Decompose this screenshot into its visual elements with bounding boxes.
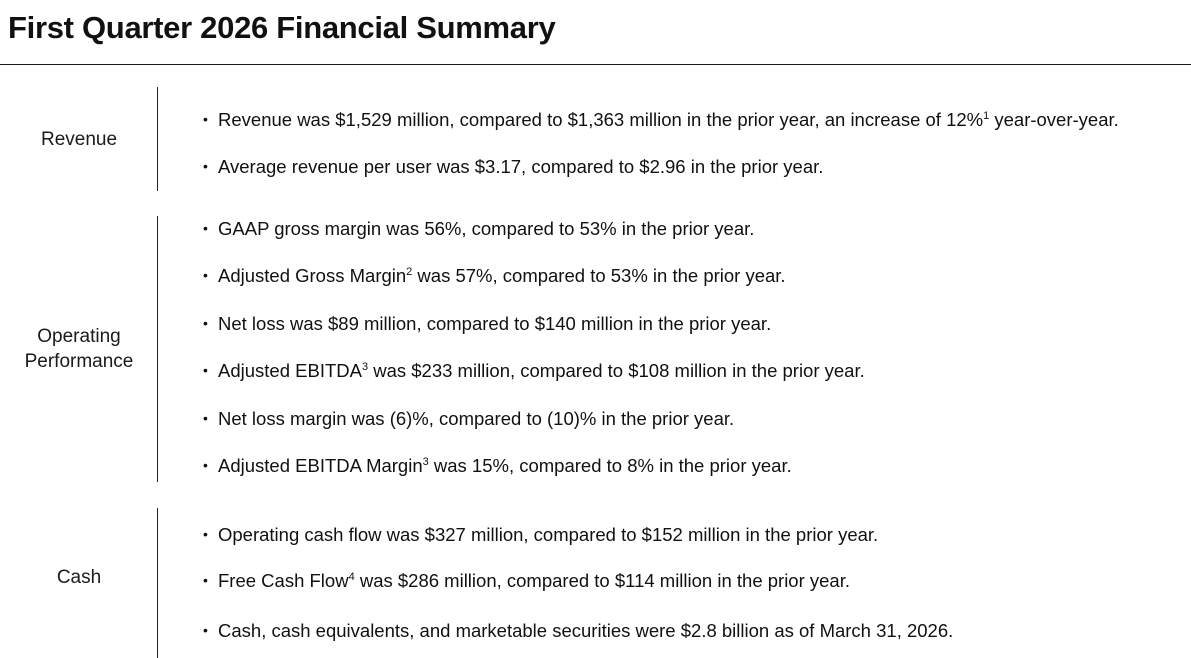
section-label-line: Performance [24, 351, 134, 372]
bullet-item: • Average revenue per user was $3.17, compared to $2.96 in the prior year. [203, 156, 824, 177]
footnote-ref: 3 [361, 361, 369, 373]
bullet-item: • Net loss was $89 million, compared to $140 million in the prior year. [203, 313, 772, 334]
section-divider [157, 216, 158, 482]
bullet-dot: • [203, 220, 208, 236]
section-divider [157, 508, 158, 658]
bullet-item: • Adjusted EBITDA Margin$^3$ was 15%, compared to 8% in the prior year. [203, 455, 792, 476]
section-divider [157, 87, 158, 191]
bullet-dot: • [203, 572, 208, 588]
bullet-dot: • [203, 111, 208, 127]
section-label-line: Operating [37, 326, 121, 347]
bullet-dot: • [203, 158, 208, 174]
bullet-dot: • [203, 526, 208, 542]
footnote-ref: 2 [406, 266, 413, 278]
bullet-dot: • [203, 622, 208, 638]
section-cash [0, 508, 1191, 658]
section-label [0, 324, 158, 374]
section-revenue [0, 87, 1191, 192]
bullet-dot: • [203, 315, 208, 331]
bullet-dot: • [203, 362, 208, 378]
page-title: First Quarter 2026 Financial Summary [8, 10, 556, 45]
bullet-item: • GAAP gross margin was 56%, compared to 53% in the prior year. [203, 218, 755, 239]
section-label-line: Cash [56, 567, 102, 588]
section-label-line: Revenue [40, 129, 118, 150]
bullet-item: • Adjusted EBITDA$^3$ was $233 million, compared to $108 million in the prior year. [203, 360, 865, 381]
bullet-item: • Operating cash flow was $327 million, compared to $152 million in the prior year. [203, 524, 879, 545]
bullet-dot: • [203, 267, 208, 283]
title-divider [0, 64, 1191, 65]
bullet-item: • Free Cash Flow$^4$ was $286 million, compared to $114 million in the prior year. [203, 570, 851, 591]
footnote-ref: 1 [983, 110, 990, 122]
footnote-ref: 3 [422, 456, 429, 468]
bullet-dot: • [203, 457, 208, 473]
bullet-item: • Revenue was $1,529 million, compared to $1,363 million in the prior year, an increase of 12%$^1$ year-over-year. [203, 109, 1119, 130]
section-label [0, 127, 158, 152]
bullet-item: • Adjusted Gross Margin$^2$ was 57%, compared to 53% in the prior year. [203, 265, 786, 286]
section-operating-performance [0, 216, 1191, 482]
bullet-dot: • [203, 410, 208, 426]
bullet-item: • Net loss margin was (6)%, compared to (10)% in the prior year. [203, 408, 735, 429]
footnote-ref: 4 [348, 571, 355, 583]
bullet-item: • Cash, cash equivalents, and marketable securities were $2.8 billion as of March 31, 2026. [203, 620, 954, 641]
section-label [0, 565, 158, 590]
